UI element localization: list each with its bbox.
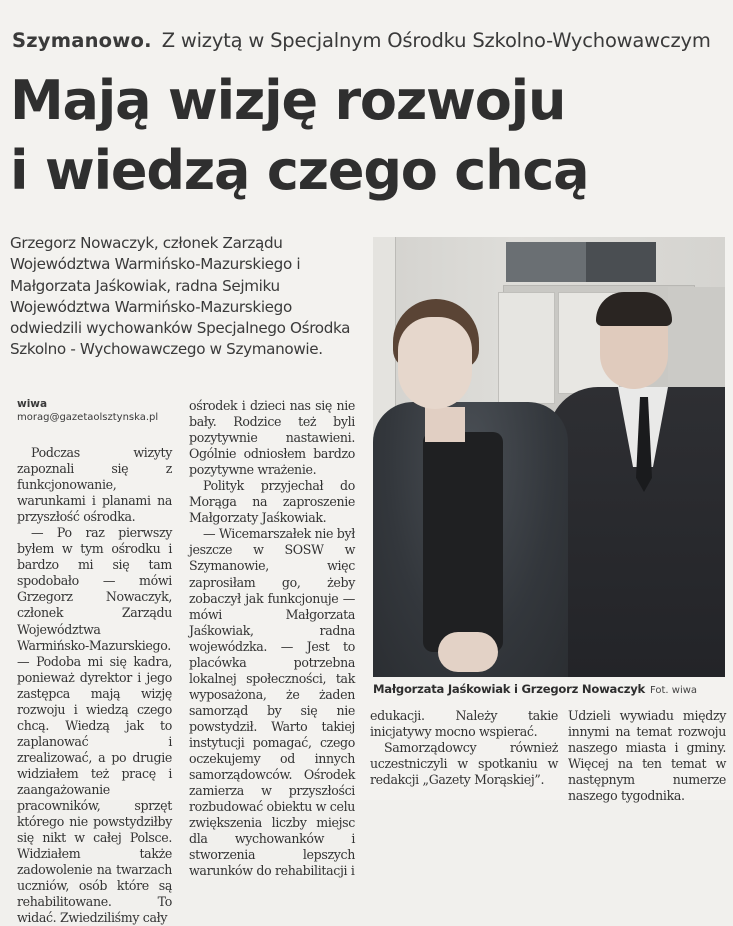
body-column-4: [568, 708, 726, 804]
byline-email: morag@gazetaolsztynska.pl: [17, 412, 159, 423]
article-byline: [17, 398, 187, 424]
body-column-2: [189, 398, 355, 879]
kicker-place: Szymanowo.: [12, 29, 152, 52]
byline-author: wiwa: [17, 398, 48, 410]
paragraph: ośrodek i dzieci nas się nie bały. Rodzice też byli pozytywnie nastawieni. Ogólnie odniosłem bardzo pozytywne wrażenie.: [189, 398, 355, 478]
kicker-topic: Z wizytą w Specjalnym Ośrodku Szkolno-Wychowawczym: [161, 29, 711, 52]
photo-man-hair: [596, 292, 672, 326]
photo-paper-sheet: [498, 292, 555, 404]
article-kicker: [12, 28, 727, 54]
paragraph: — Wicemarszałek nie był jeszcze w SOSW w Szymanowie, więc zaprosiłam go, żeby zobaczył jak funkcjonuje — mówi Małgorzata Jaśkowiak, radna wojewódzka. — Jest to placówka potrzebna lokalnej społeczności, tak wyposażona, że żaden samorząd by się nie powstydził. Warto takiej instytucji pomagać, czego oczekujemy od innych samorządowców. Ośrodek zamierza w przyszłości rozbudować obiektu w celu zwiększenia liczby miejsc dla wychowanków i stworzenia lepszych warunków do rehabilitacji i: [189, 526, 356, 879]
paragraph: — Po raz pierwszy byłem w tym ośrodku i bardzo mi się tam spodobało — mówi Grzegorz Nowaczyk, członek Zarządu Województwa Warmińsko-Mazurskiego. — Podoba mi się kadra, ponieważ dyrektor i jego zastępca mają wizję rozwoju i wiedzą czego chcą. Wiedzą jak to zaplanować i zrealizować, a po drugie widziałem też pracę i zaangażowanie pracowników, sprzęt którego nie powstydziłby się nikt w całej Polsce. Widziałem także zadowolenie na twarzach uczniów, osób które są rehabilitowane. To widać. Zwiedziliśmy cały: [17, 525, 172, 926]
photo-poster: [586, 242, 656, 282]
paragraph: Samorządowcy również uczestniczyli w spotkaniu w redakcji „Gazety Morąskiej”.: [370, 740, 558, 788]
paragraph: Polityk przyjechał do Morąga na zaproszenie Małgorzaty Jaśkowiak.: [189, 478, 355, 526]
headline-line-1: Mają wizję rozwoju: [10, 69, 566, 132]
lead-text: Grzegorz Nowaczyk, członek Zarządu Województwa Warmińsko-Mazurskiego i Małgorzata Jaśkowiak, radna Sejmiku Województwa Warmińsko-Mazurskiego odwiedzili wychowanków Specjalnego Ośrodka Szkolno - Wychowawczego w Szymanowie.: [10, 234, 351, 359]
article-headline: [10, 66, 725, 206]
photo-woman-hands: [438, 632, 498, 672]
body-column-1: [17, 445, 172, 926]
photo-woman-blouse: [423, 432, 503, 652]
body-column-3: [370, 708, 558, 788]
headline-line-2: i wiedzą czego chcą: [10, 139, 589, 202]
photo-poster: [506, 242, 586, 282]
photo-woman-neck: [425, 407, 465, 442]
caption-names: Małgorzata Jaśkowiak i Grzegorz Nowaczyk: [373, 682, 645, 696]
photo-credit: Fot. wiwa: [650, 685, 698, 696]
paragraph: Udzieli wywiadu między innymi na temat rozwoju naszego miasta i gminy. Więcej na ten temat w następnym numerze naszego tygodnika.: [568, 708, 726, 804]
paragraph: Podczas wizyty zapoznali się z funkcjonowanie, warunkami i planami na przyszłość ośrodka.: [17, 445, 172, 525]
photo-woman-face: [398, 317, 472, 409]
paragraph: edukacji. Należy takie inicjatywy mocno wspierać.: [370, 708, 558, 740]
article-lead: [10, 233, 365, 361]
article-photo: [373, 237, 725, 677]
photo-caption: [373, 681, 725, 699]
